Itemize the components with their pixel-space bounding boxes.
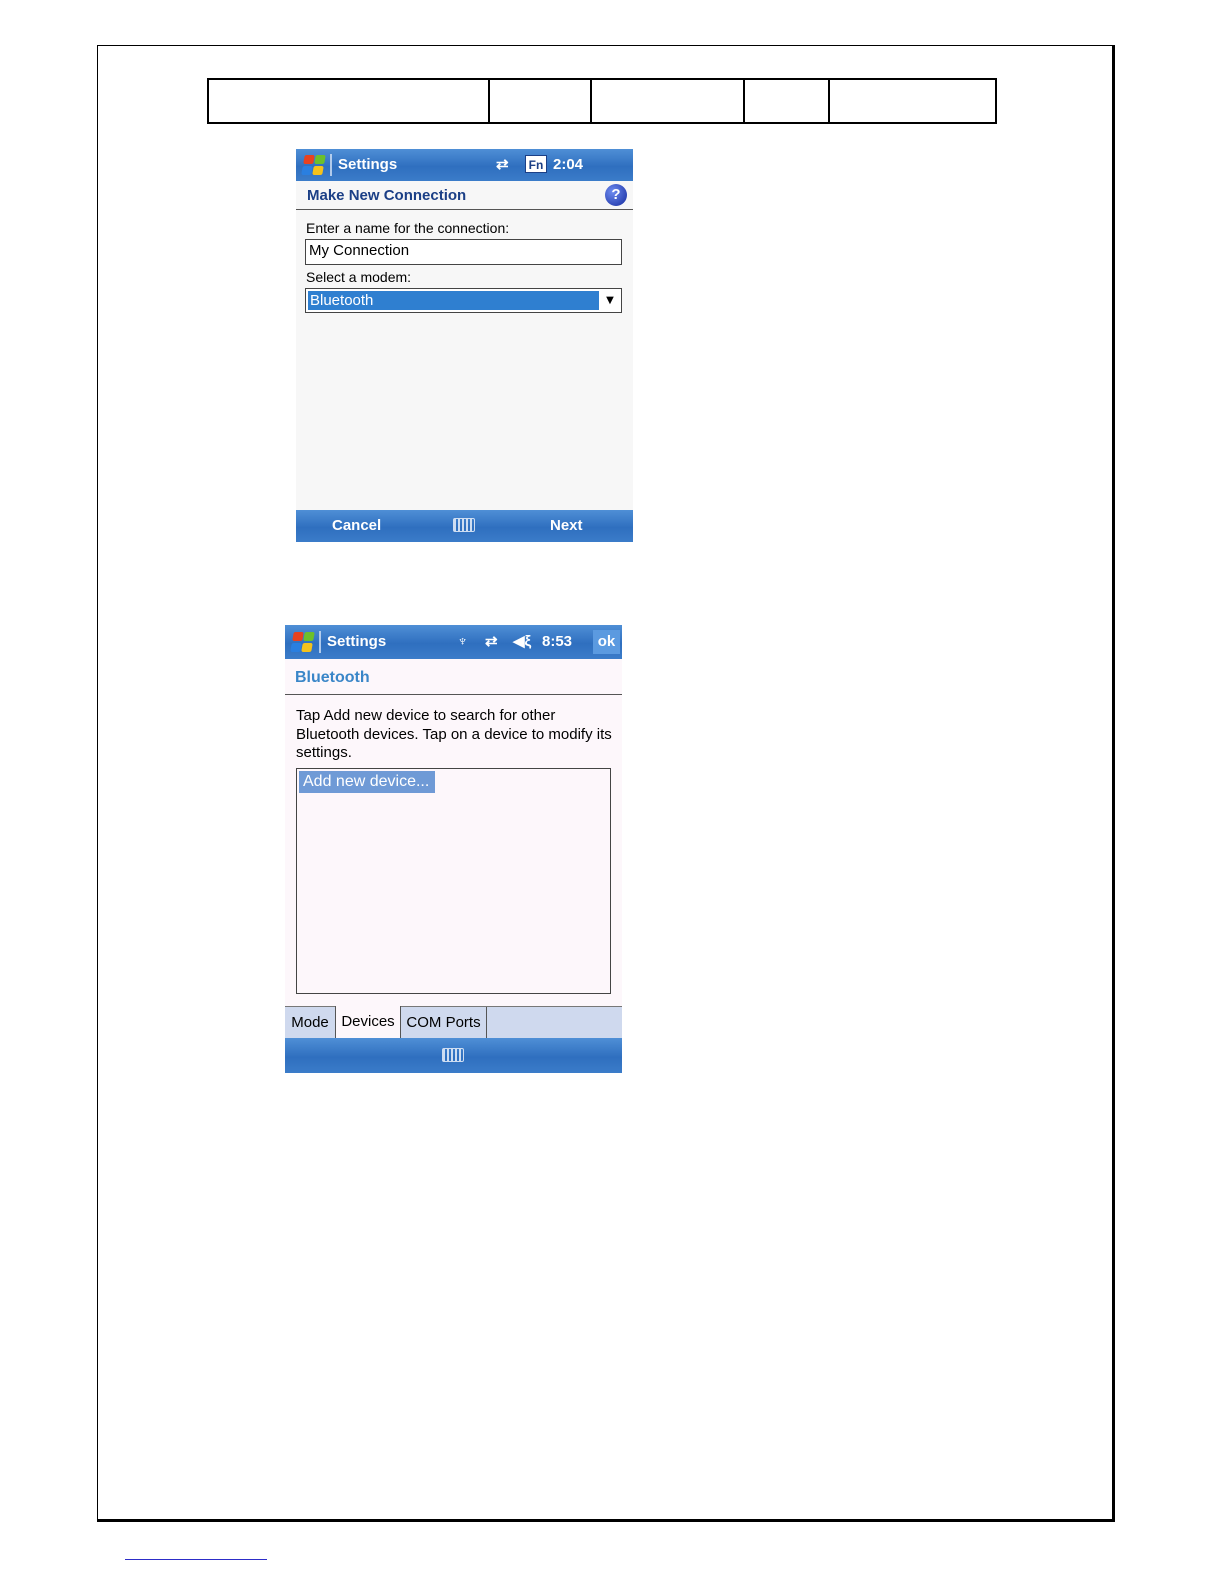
header-cell [744,79,829,123]
next-button[interactable]: Next [550,517,583,534]
tab-devices[interactable]: Devices [335,1006,401,1038]
cancel-button[interactable]: Cancel [332,517,382,534]
list-item-add-new-device[interactable]: Add new device... [299,771,435,793]
device-list[interactable] [296,768,611,994]
instructions-text: Tap Add new device to search for other Bluetooth devices. Tap on a device to modify its settings. [296,707,612,761]
antenna-icon[interactable]: ♆ [457,633,469,650]
subheader-title: Bluetooth [295,669,370,686]
connectivity-icon[interactable]: ⇄ [485,633,498,650]
document-header-table [207,78,997,124]
bluetooth-settings-screen [285,625,622,1073]
header-cell [829,79,996,123]
keyboard-icon[interactable] [453,518,475,532]
tab-mode[interactable]: Mode [285,1007,336,1038]
windows-start-icon[interactable] [291,631,315,653]
title-text: Settings [327,633,387,650]
clock[interactable]: 8:53 [542,633,573,650]
title-separator [319,631,321,653]
connection-name-label: Enter a name for the connection: [306,220,510,236]
title-bar [296,149,633,181]
title-bar [285,625,622,659]
title-text: Settings [338,156,398,173]
fn-key-indicator: Fn [525,155,547,173]
keyboard-icon[interactable] [442,1048,464,1062]
modem-selected-value: Bluetooth [308,291,599,310]
make-new-connection-screen [296,149,633,542]
tab-com-ports[interactable]: COM Ports [401,1007,487,1038]
ok-button[interactable]: ok [593,630,620,654]
modem-select[interactable] [305,288,622,313]
connectivity-icon[interactable]: ⇄ [496,156,509,173]
clock[interactable]: 2:04 [553,156,584,173]
windows-start-icon[interactable] [302,154,326,176]
footnote-rule [125,1559,267,1560]
header-cell [489,79,591,123]
softkey-bar [296,510,633,542]
volume-muted-icon[interactable]: ◀ξ [513,633,532,650]
chevron-down-icon[interactable]: ▼ [606,295,614,306]
header-cell [208,79,489,123]
page-subheader [285,659,622,695]
page-subheader [296,181,633,210]
connection-name-input[interactable]: My Connection [305,239,622,265]
help-icon[interactable]: ? [605,184,627,206]
tab-strip [285,1006,622,1038]
header-cell [591,79,744,123]
softkey-bar [285,1038,622,1073]
modem-label: Select a modem: [306,269,412,285]
title-separator [330,154,332,176]
subheader-title: Make New Connection [307,187,467,204]
